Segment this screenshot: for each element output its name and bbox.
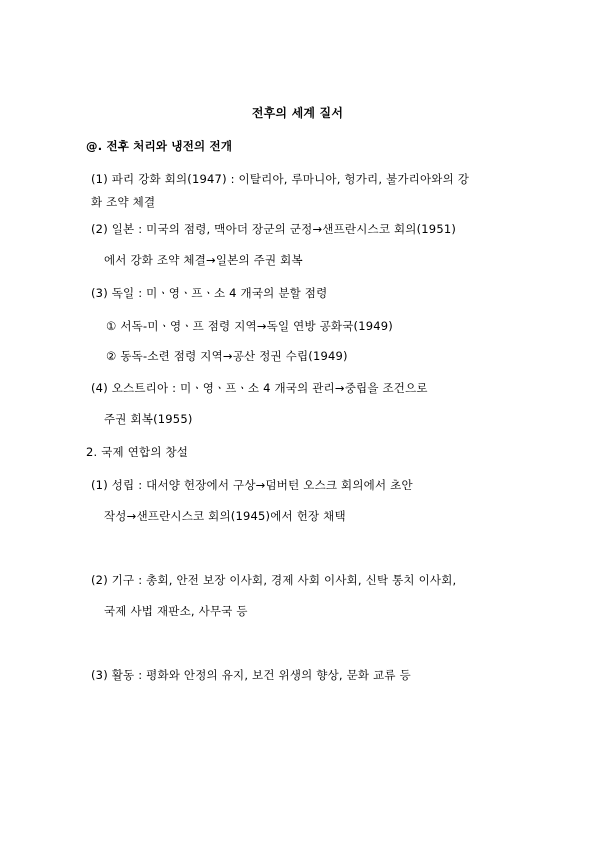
item-germany-east: ② 동독-소련 점령 지역→공산 정권 수립(1949): [106, 349, 348, 363]
item-un-organs-line2: 국제 사법 재판소, 사무국 등: [104, 604, 248, 618]
item-paris-conference-line1: (1) 파리 강화 회의(1947) : 이탈리아, 루마니아, 헝가리, 불가리아와의 강: [91, 172, 470, 186]
item-un-organs-line1: (2) 기구 : 총회, 안전 보장 이사회, 경제 사회 이사회, 신탁 통치 이사회,: [91, 573, 457, 587]
item-un-founding-line1: (1) 성립 : 대서양 헌장에서 구상→덤버턴 오스크 회의에서 초안: [91, 478, 413, 492]
item-austria-line1: (4) 오스트리아 : 미ㆍ영ㆍ프ㆍ소 4 개국의 관리→중립을 조건으로: [91, 381, 428, 395]
item-paris-conference-line2: 화 조약 체결: [91, 195, 156, 209]
item-japan-line2: 에서 강화 조약 체결→일본의 주권 회복: [104, 253, 303, 267]
item-austria-line2: 주권 회복(1955): [104, 412, 193, 426]
section-heading-postwar: @. 전후 처리와 냉전의 전개: [86, 139, 233, 153]
item-germany-west: ① 서독-미ㆍ영ㆍ프 점령 지역→독일 연방 공화국(1949): [106, 319, 393, 333]
item-germany: (3) 독일 : 미ㆍ영ㆍ프ㆍ소 4 개국의 분할 점령: [91, 286, 328, 300]
section-heading-un: 2. 국제 연합의 창설: [86, 445, 189, 459]
item-un-activities: (3) 활동 : 평화와 안정의 유지, 보건 위생의 향상, 문화 교류 등: [91, 668, 411, 682]
page-title: 전후의 세계 질서: [251, 106, 344, 120]
item-japan-line1: (2) 일본 : 미국의 점령, 맥아더 장군의 군정→샌프란시스코 회의(1951): [91, 222, 457, 236]
item-un-founding-line2: 작성→샌프란시스코 회의(1945)에서 헌장 채택: [104, 509, 346, 523]
